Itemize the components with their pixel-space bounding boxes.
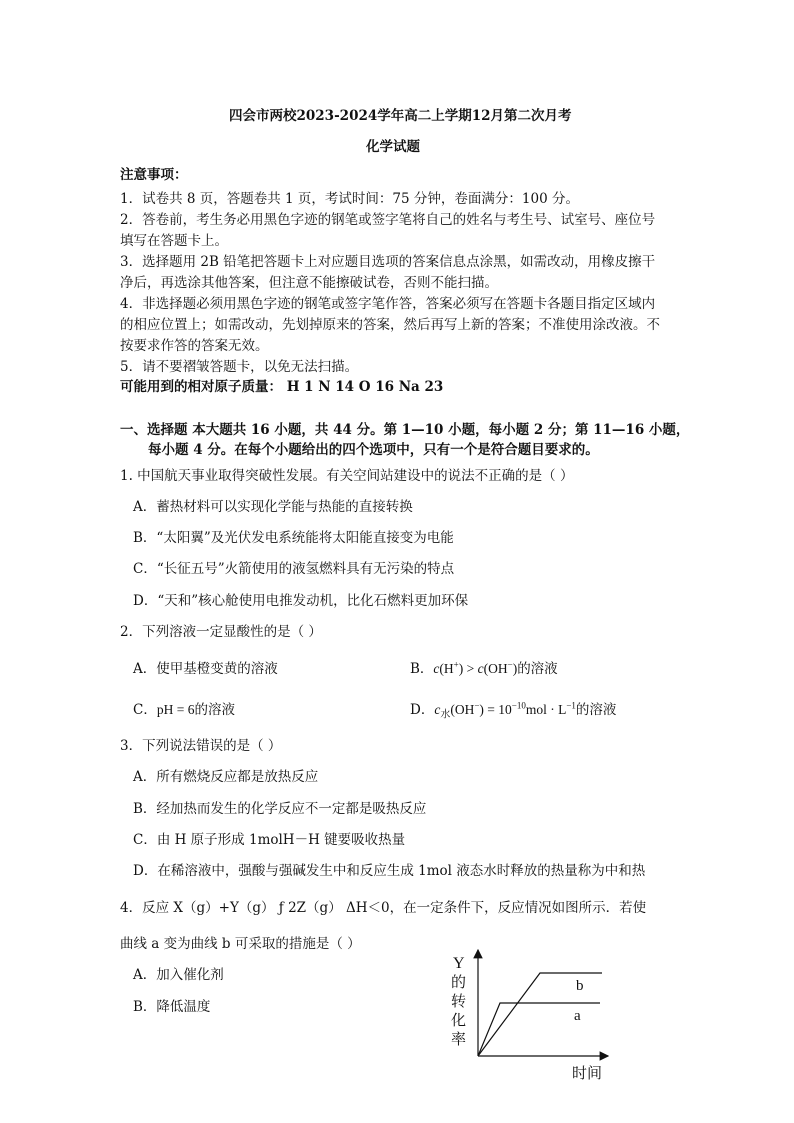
notice-line: 1．试卷共 8 页，答题卷共 1 页，考试时间：75 分钟，卷面满分：100 分。	[120, 191, 579, 207]
q4-option-b: B．降低温度	[133, 999, 211, 1015]
exam-title: 四会市两校2023-2024学年高二上学期12月第二次月考	[229, 108, 572, 124]
q1-option-d: D．“天和”核心舱使用电推发动机，比化石燃料更加环保	[133, 593, 469, 609]
notice-line: 填写在答题卡上。	[120, 233, 228, 249]
notice-line: 5．请不要褶皱答题卡，以免无法扫描。	[120, 359, 359, 375]
q3-option-a: A．所有燃烧反应都是放热反应	[133, 769, 319, 785]
y-axis-label-char: 转	[451, 992, 467, 1010]
section-heading-line1: 一、选择题 本大题共 16 小题，共 44 分。第 1—10 小题，每小题 2 分；第 11—16 小题，	[120, 422, 690, 438]
q2-option-c: C．pH = 6的溶液	[133, 702, 235, 718]
notice-line: 4．非选择题必须用黑色字迹的钢笔或签字笔作答，答案必须写在答题卡各题目指定区域内	[120, 296, 656, 312]
y-axis-label-char: Y	[453, 955, 465, 972]
q2-option-b: B．c(H+) > c(OH−)的溶液	[410, 659, 558, 677]
q4-option-a: A．加入催化剂	[133, 967, 224, 983]
curve-a-label: a	[574, 1008, 581, 1024]
y-axis-label-char: 化	[451, 1011, 467, 1029]
q3-option-b: B．经加热而发生的化学反应不一定都是吸热反应	[133, 801, 427, 817]
curve-a	[478, 1003, 600, 1056]
question-3-stem: 3．下列说法错误的是（ ）	[120, 738, 282, 754]
x-axis-label: 时间	[572, 1064, 603, 1082]
q1-option-a: A．蓄热材料可以实现化学能与热能的直接转换	[133, 499, 413, 515]
notice-line: 的相应位置上；如需改动，先划掉原来的答案，然后再写上新的答案；不准使用涂改液。不	[120, 317, 660, 333]
q2-option-a: A．使甲基橙变黄的溶液	[133, 661, 278, 677]
question-2-stem: 2．下列溶液一定显酸性的是（ ）	[120, 624, 322, 640]
q2-option-d: D．$c_水(OH^-) = 10^{-10}mol \cdot L^{-1}$的溶液	[410, 700, 617, 721]
q1-option-c: C．“长征五号”火箭使用的液氢燃料具有无污染的特点	[133, 561, 455, 577]
notice-line: 净后，再选涂其他答案，但注意不能擦破试卷，否则不能扫描。	[120, 275, 498, 291]
y-axis-label-char: 的	[451, 973, 467, 991]
section-heading-line2: 每小题 4 分。在每个小题给出的四个选项中，只有一个是符合题目要求的。	[148, 442, 599, 458]
notice-line: 3．选择题用 2B 铅笔把答题卡上对应题目选项的答案信息点涂黑，如需改动，用橡皮擦干	[120, 254, 656, 270]
q1-option-b: B．“太阳翼”及光伏发电系统能将太阳能直接变为电能	[133, 530, 454, 546]
q3-option-d: D．在稀溶液中，强酸与强碱发生中和反应生成 1mol 液态水时释放的热量称为中和热	[133, 863, 646, 879]
question-4-stem-line2: 曲线 a 变为曲线 b 可采取的措施是（ ）	[120, 936, 361, 952]
question-4-stem-line1: 4．反应 X（g）+Y（g） ƒ 2Z（g） ΔH＜0，在一定条件下，反应情况如图所示．若使	[120, 900, 647, 916]
y-axis-label-char: 率	[451, 1030, 467, 1048]
q4-conversion-graph	[440, 944, 630, 1084]
atomic-mass-line: 可能用到的相对原子质量： H 1 N 14 O 16 Na 23	[120, 379, 444, 395]
notice-line: 按要求作答的答案无效。	[120, 338, 269, 354]
notice-line: 2．答卷前，考生务必用黑色字迹的钢笔或签字笔将自己的姓名与考生号、试室号、座位号	[120, 212, 656, 228]
question-1-stem: 1. 中国航天事业取得突破性发展。有关空间站建设中的说法不正确的是（ ）	[120, 468, 574, 484]
exam-subtitle: 化学试题	[366, 139, 420, 155]
q3-option-c: C．由 H 原子形成 1molH－H 键要吸收热量	[133, 832, 406, 848]
notice-heading: 注意事项：	[120, 167, 188, 183]
curve-b-label: b	[576, 978, 584, 994]
